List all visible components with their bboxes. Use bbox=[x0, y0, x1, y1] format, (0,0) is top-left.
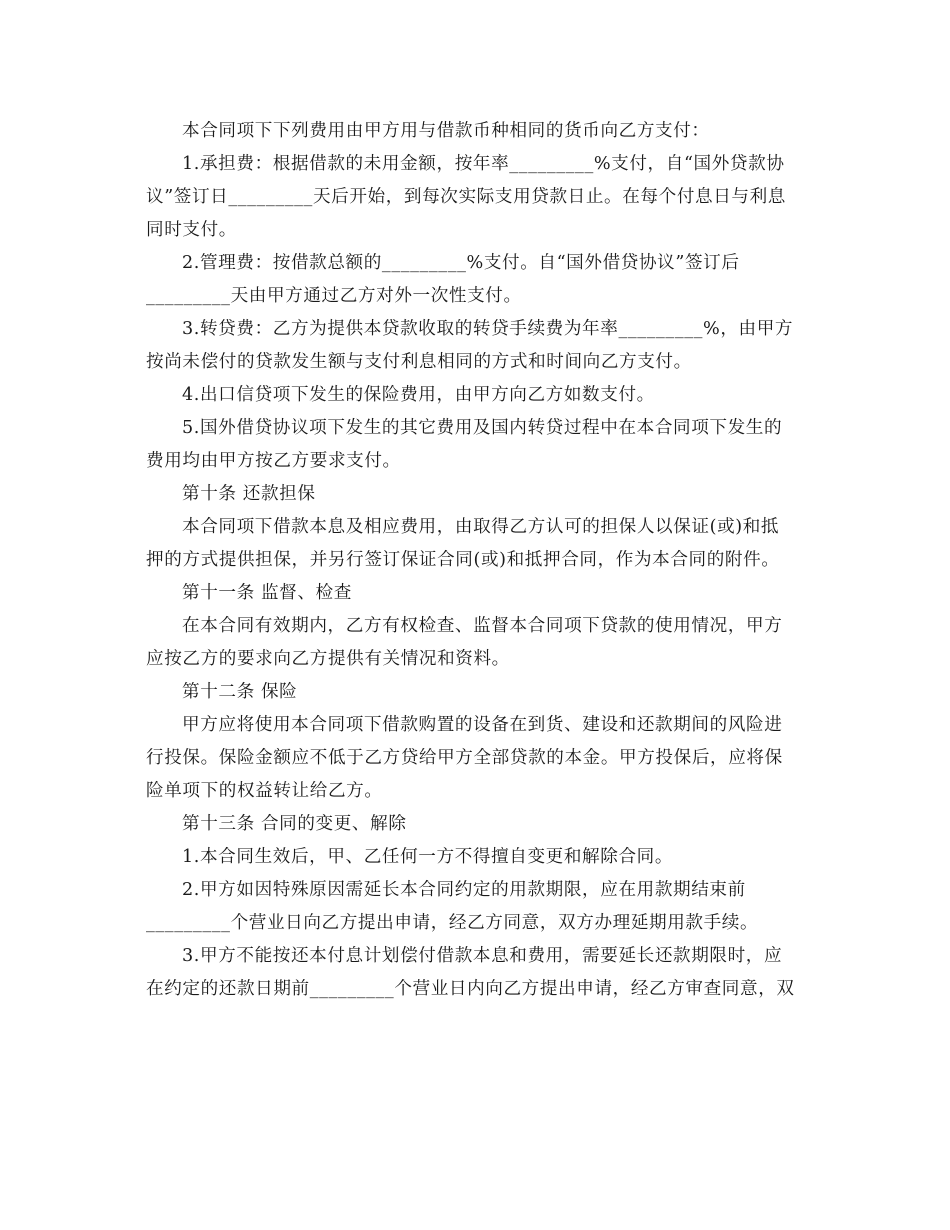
text-line-21: 险单项下的权益转让给乙方。 bbox=[146, 781, 383, 801]
section-heading-article-13: 第十三条 合同的变更、解除 bbox=[182, 814, 407, 834]
document-page bbox=[146, 115, 806, 1006]
text-line-16: 在本合同有效期内，乙方有权检查、监督本合同项下贷款的使用情况，甲方 bbox=[182, 616, 783, 636]
section-heading-article-10: 第十条 还款担保 bbox=[182, 484, 316, 504]
text-line-13: 本合同项下借款本息及相应费用，由取得乙方认可的担保人以保证(或)和抵 bbox=[182, 517, 780, 537]
text-line-5: 2.管理费：按借款总额的_________%支付。自“国外借贷协议”签订后 bbox=[182, 253, 740, 273]
text-line-9: 4.出口信贷项下发生的保险费用，由甲方向乙方如数支付。 bbox=[182, 385, 655, 405]
text-line-6: _________天由甲方通过乙方对外一次性支付。 bbox=[146, 286, 522, 306]
text-line-2: 1.承担费：根据借款的未用金额，按年率_________%支付，自“国外贷款协 bbox=[182, 154, 785, 174]
text-line-14: 押的方式提供担保，并另行签订保证合同(或)和抵押合同，作为本合同的附件。 bbox=[146, 550, 780, 570]
text-line-24: 2.甲方如因特殊原因需延长本合同约定的用款期限，应在用款期结束前 bbox=[182, 880, 746, 900]
text-line-3: 议”签订日_________天后开始，到每次实际支用贷款日止。在每个付息日与利息 bbox=[146, 187, 786, 207]
text-line-23: 1.本合同生效后，甲、乙任何一方不得擅自变更和解除合同。 bbox=[182, 847, 674, 867]
text-line-7: 3.转贷费：乙方为提供本贷款收取的转贷手续费为年率_________%，由甲方 bbox=[182, 319, 794, 339]
text-line-26: 3.甲方不能按还本付息计划偿付借款本息和费用，需要延长还款期限时，应 bbox=[182, 946, 783, 966]
text-line-4: 同时支付。 bbox=[146, 220, 237, 240]
section-heading-article-12: 第十二条 保险 bbox=[182, 682, 298, 702]
text-line-10: 5.国外借贷协议项下发生的其它费用及国内转贷过程中在本合同项下发生的 bbox=[182, 418, 783, 438]
text-line-11: 费用均由甲方按乙方要求支付。 bbox=[146, 451, 401, 471]
text-line-8: 按尚未偿付的贷款发生额与支付利息相同的方式和时间向乙方支付。 bbox=[146, 352, 692, 372]
text-line-20: 行投保。保险金额应不低于乙方贷给甲方全部贷款的本金。甲方投保后，应将保 bbox=[146, 748, 783, 768]
text-line-1: 本合同项下下列费用由甲方用与借款币种相同的货币向乙方支付： bbox=[182, 121, 710, 141]
text-line-25: _________个营业日向乙方提出申请，经乙方同意，双方办理延期用款手续。 bbox=[146, 913, 759, 933]
text-line-27: 在约定的还款日期前_________个营业日内向乙方提出申请，经乙方审查同意，双 bbox=[146, 979, 795, 999]
text-line-19: 甲方应将使用本合同项下借款购置的设备在到货、建设和还款期间的风险进 bbox=[182, 715, 783, 735]
section-heading-article-11: 第十一条 监督、检查 bbox=[182, 583, 352, 603]
text-line-17: 应按乙方的要求向乙方提供有关情况和资料。 bbox=[146, 649, 510, 669]
